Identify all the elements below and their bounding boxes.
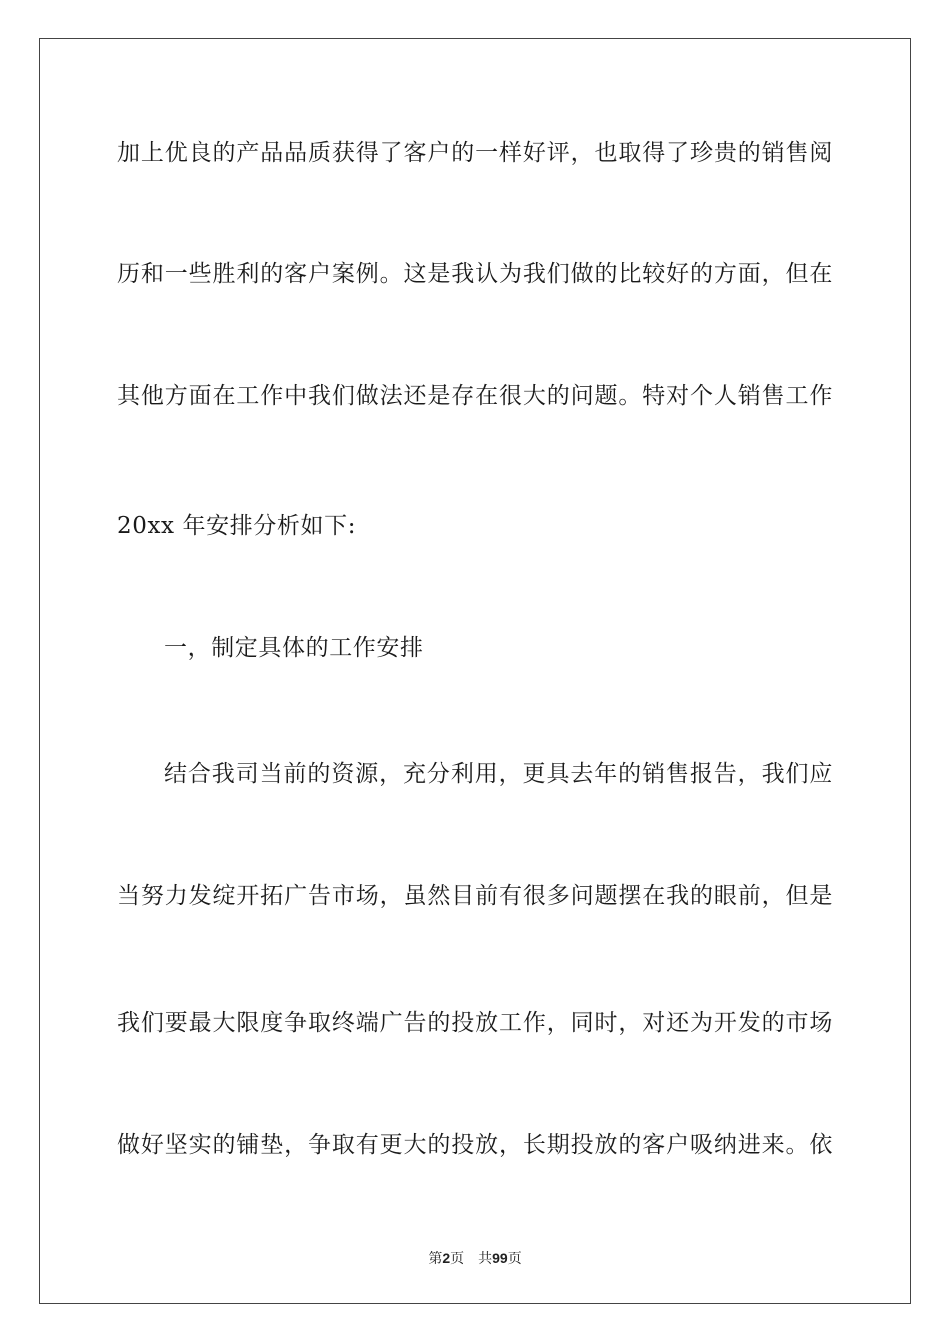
- footer-page-suffix: 页: [450, 1251, 465, 1267]
- paragraph-line-6: 当努力发绽开拓广告市场，虽然目前有很多问题摆在我的眼前，但是: [117, 883, 833, 909]
- paragraph-line-2: 历和一些胜利的客户案例。这是我认为我们做的比较好的方面，但在: [117, 261, 833, 287]
- footer-page-prefix: 第: [428, 1251, 443, 1267]
- paragraph-line-1: 加上优良的产品品质获得了客户的一样好评，也取得了珍贵的销售阅: [117, 140, 833, 166]
- paragraph-line-3: 其他方面在工作中我们做法还是存在很大的问题。特对个人销售工作: [117, 383, 833, 409]
- footer-total-suffix: 页: [507, 1251, 522, 1267]
- footer-page-number: 2: [442, 1250, 451, 1266]
- section-heading: 一，制定具体的工作安排: [164, 635, 424, 661]
- paragraph-line-8: 做好坚实的铺垫，争取有更大的投放，长期投放的客户吸纳进来。依: [117, 1132, 833, 1158]
- paragraph-line-5: 结合我司当前的资源，充分利用，更具去年的销售报告，我们应: [164, 761, 833, 787]
- footer-total-pages: 99: [492, 1250, 508, 1266]
- paragraph-line-4: 20xx 年安排分析如下:: [117, 513, 357, 539]
- paragraph-line-7: 我们要最大限度争取终端广告的投放工作，同时，对还为开发的市场: [117, 1010, 833, 1036]
- page-border: [39, 38, 911, 1304]
- page-footer: [0, 1248, 950, 1269]
- footer-total-prefix: 共: [478, 1251, 493, 1267]
